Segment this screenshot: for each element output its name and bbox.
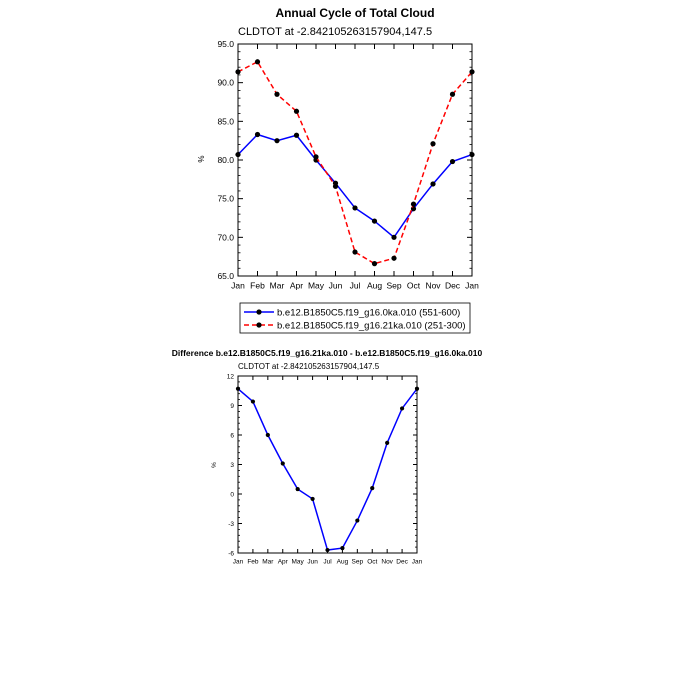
x-tick-label: Jul xyxy=(323,558,332,566)
data-point xyxy=(274,138,279,143)
chart2-series xyxy=(236,387,419,552)
data-point xyxy=(430,141,435,146)
data-point xyxy=(391,256,396,261)
x-tick-label: Nov xyxy=(381,558,393,566)
data-point xyxy=(296,487,300,491)
x-tick-label: Oct xyxy=(367,558,378,566)
chart2-title: Difference b.e12.B1850C5.f19_g16.21ka.010 - b.e12.B1850C5.f19_g16.0ka.010 xyxy=(171,348,483,358)
y-tick-label: 12 xyxy=(226,373,234,381)
y-tick-label: 9 xyxy=(230,402,234,410)
data-point xyxy=(310,497,314,501)
data-point xyxy=(450,159,455,164)
x-tick-label: Aug xyxy=(366,280,383,291)
legend-marker-series-1 xyxy=(256,309,261,314)
chart2-ylabel: % xyxy=(211,462,218,468)
data-point xyxy=(355,518,359,522)
x-tick-label: Feb xyxy=(247,558,259,566)
x-tick-label: Aug xyxy=(336,558,349,566)
x-tick-label: Jan xyxy=(465,280,479,291)
y-tick-label: -3 xyxy=(228,520,234,528)
chart1-series xyxy=(235,59,474,266)
series-line-1 xyxy=(238,134,472,237)
data-point xyxy=(325,548,329,552)
y-tick-label: 0 xyxy=(230,491,234,499)
data-point xyxy=(352,249,357,254)
data-point xyxy=(313,154,318,159)
data-point xyxy=(430,181,435,186)
x-tick-label: Jan xyxy=(231,280,245,291)
legend-label-series-1: b.e12.B1850C5.f19_g16.0ka.010 (551-600) xyxy=(277,307,461,319)
cloud-difference-chart xyxy=(172,348,483,566)
y-tick-label: 6 xyxy=(230,432,234,440)
x-tick-label: Mar xyxy=(269,280,285,291)
data-point xyxy=(340,546,344,550)
y-tick-label: -6 xyxy=(228,550,234,558)
data-point xyxy=(333,184,338,189)
data-point xyxy=(266,433,270,437)
data-point xyxy=(274,92,279,97)
x-tick-label: Sep xyxy=(351,558,364,566)
data-point xyxy=(450,92,455,97)
y-tick-label: 95.0 xyxy=(217,39,234,50)
y-tick-label: 85.0 xyxy=(217,116,234,127)
chart2-plot-frame xyxy=(238,376,417,553)
x-tick-label: Apr xyxy=(277,558,288,566)
x-tick-label: Oct xyxy=(406,280,421,291)
chart1-plot-frame xyxy=(238,44,472,276)
x-tick-label: Mar xyxy=(262,558,274,566)
chart1-ylabel: % xyxy=(197,155,206,163)
data-point xyxy=(294,109,299,114)
data-point xyxy=(372,218,377,223)
chart1-title: Annual Cycle of Total Cloud xyxy=(275,6,435,20)
y-tick-label: 70.0 xyxy=(217,232,234,243)
x-tick-label: Jul xyxy=(349,280,361,291)
data-point xyxy=(281,461,285,465)
x-tick-label: May xyxy=(307,280,325,291)
x-tick-label: Jan xyxy=(411,558,423,566)
x-tick-label: Nov xyxy=(425,280,441,291)
x-tick-label: Sep xyxy=(386,280,402,291)
data-point xyxy=(391,235,396,240)
data-point xyxy=(251,399,255,403)
data-point xyxy=(255,132,260,137)
cloud-annual-cycle-chart xyxy=(197,6,479,333)
x-tick-label: May xyxy=(291,558,304,566)
x-tick-label: Feb xyxy=(250,280,265,291)
data-point xyxy=(294,133,299,138)
x-tick-label: Jan xyxy=(232,558,244,566)
chart1-axes xyxy=(217,39,479,290)
chart2-axes xyxy=(227,373,423,565)
data-point xyxy=(411,201,416,206)
x-tick-label: Dec xyxy=(444,280,461,291)
y-tick-label: 75.0 xyxy=(217,193,234,204)
x-tick-label: Jun xyxy=(307,558,318,566)
data-point xyxy=(370,486,374,490)
x-tick-label: Dec xyxy=(396,558,408,566)
y-tick-label: 80.0 xyxy=(217,155,234,166)
data-point xyxy=(372,261,377,266)
y-tick-label: 90.0 xyxy=(217,77,234,88)
x-tick-label: Apr xyxy=(289,280,304,291)
data-point xyxy=(255,59,260,64)
chart1-legend xyxy=(240,303,470,333)
data-point xyxy=(352,205,357,210)
data-point xyxy=(385,441,389,445)
data-point xyxy=(400,406,404,410)
y-tick-label: 3 xyxy=(230,461,234,469)
series-line-1 xyxy=(238,389,417,550)
x-tick-label: Jun xyxy=(328,280,343,291)
chart1-subtitle: CLDTOT at -2.842105263157904,147.5 xyxy=(238,26,433,38)
chart2-subtitle: CLDTOT at -2.842105263157904,147.5 xyxy=(238,362,380,371)
series-line-2 xyxy=(238,62,472,264)
legend-marker-series-2 xyxy=(256,322,261,327)
legend-label-series-2: b.e12.B1850C5.f19_g16.21ka.010 (251-300) xyxy=(277,320,466,332)
y-tick-label: 65.0 xyxy=(217,271,234,282)
